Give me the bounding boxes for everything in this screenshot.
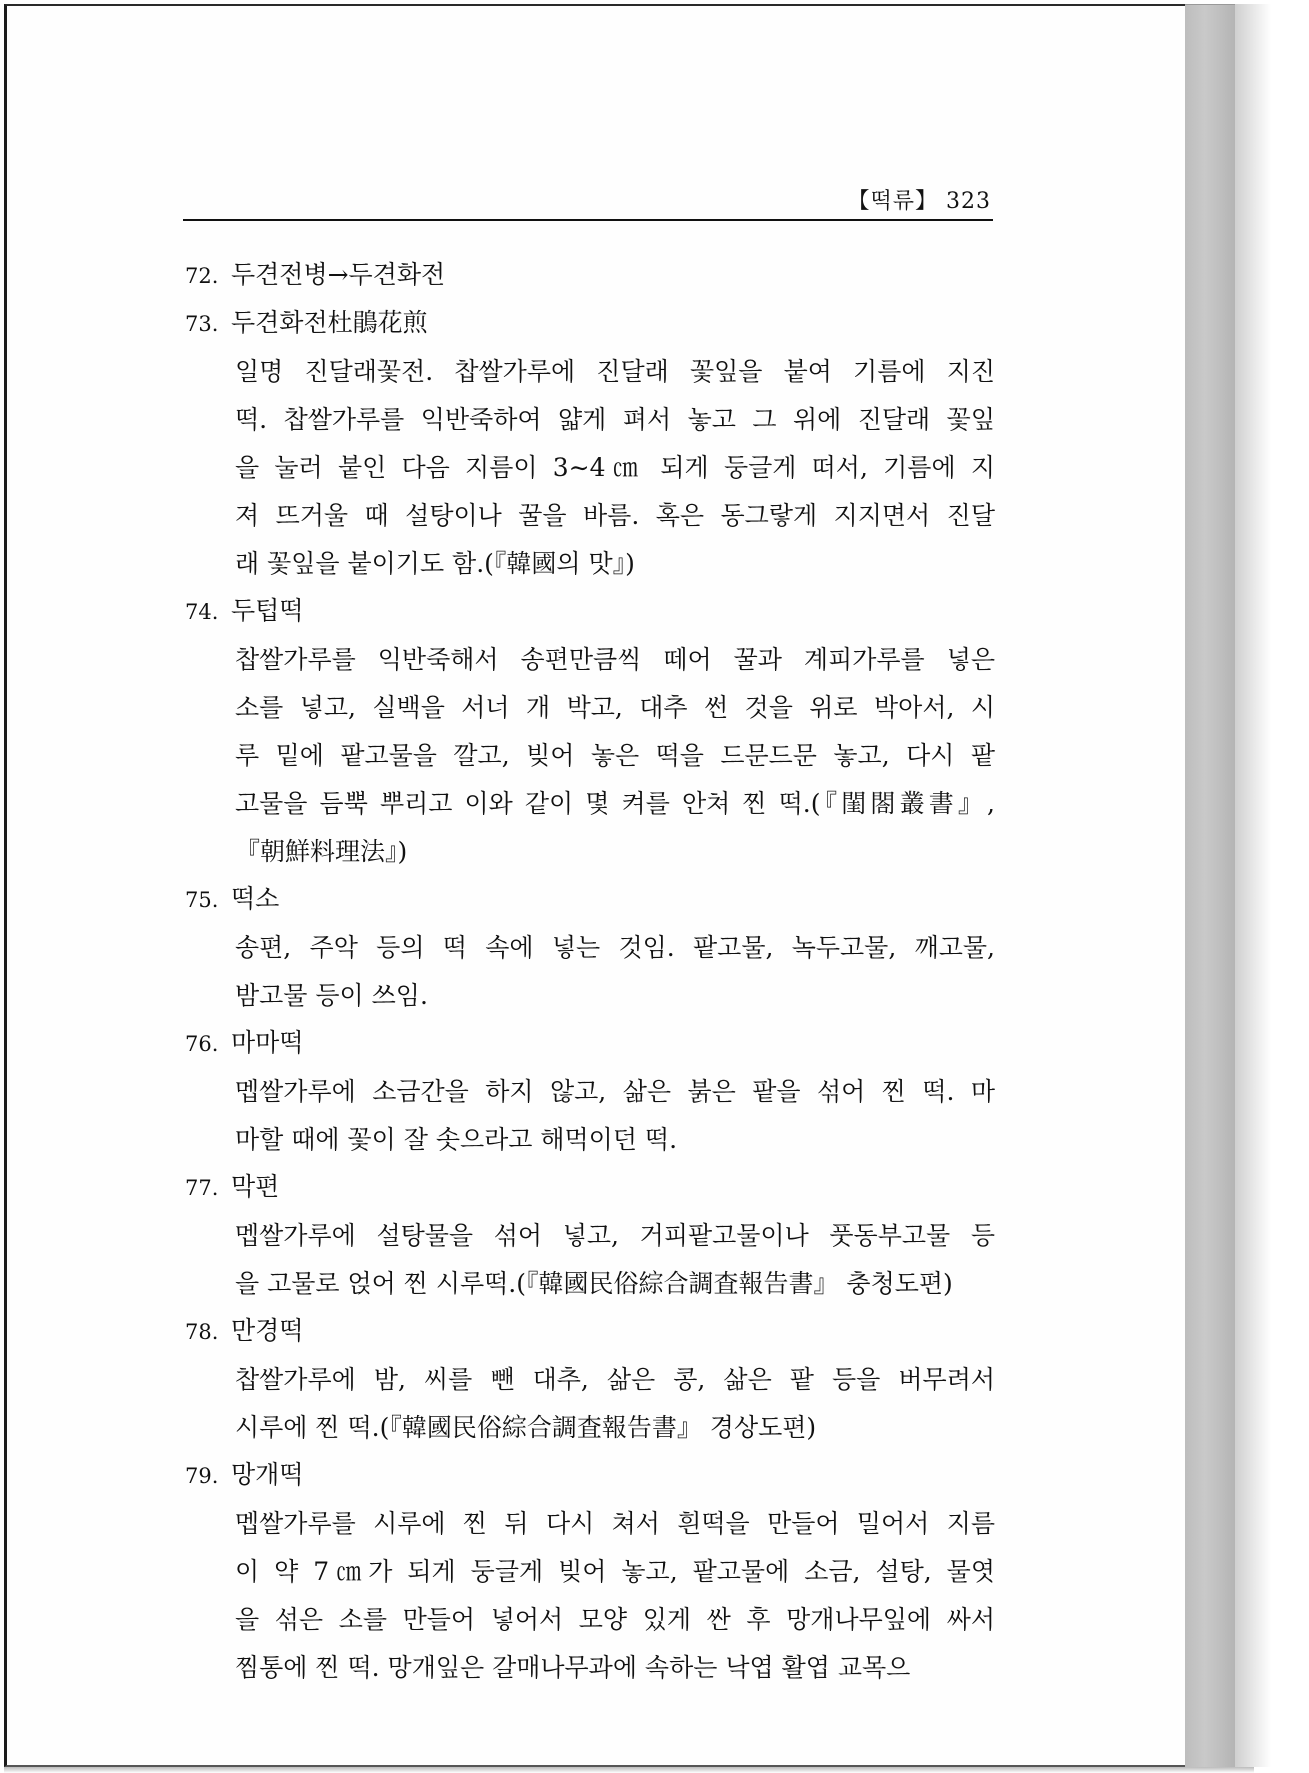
entry-title — [185, 594, 995, 636]
entry-body — [185, 1500, 995, 1692]
entry-heading: 떡소 — [231, 884, 280, 913]
book-edge — [1185, 4, 1236, 1768]
body-line: 래 꽃잎을 붙이기도 함.(『韓國의 맛』) — [235, 549, 635, 578]
entry — [185, 1314, 995, 1458]
running-header: 【떡류】 323 — [847, 189, 991, 214]
entry-heading: 만경떡 — [231, 1316, 304, 1345]
entry-heading: 두견전병→두견화전 — [231, 260, 446, 289]
header-rule — [183, 219, 993, 221]
entry — [185, 1170, 995, 1314]
body-line: 송편, 주악 등의 떡 속에 넣는 것임. 팥고물, 녹두고물, 깨고물, — [235, 933, 995, 962]
entry-heading: 망개떡 — [231, 1460, 304, 1489]
entry-number: 77. — [185, 1176, 219, 1200]
entry-body — [185, 1068, 995, 1164]
body-line: 을 섞은 소를 만들어 넣어서 모양 있게 싼 후 망개나무잎에 싸서 — [235, 1605, 995, 1634]
entry-number: 79. — [185, 1464, 219, 1488]
entry-body — [185, 636, 995, 876]
entry-title — [185, 258, 995, 300]
entry-body — [185, 924, 995, 1020]
entry-number: 74. — [185, 600, 219, 624]
body-line: 시루에 찐 떡.(『韓國民俗綜合調査報告書』 경상도편) — [235, 1413, 817, 1442]
body-line: 멥쌀가루를 시루에 찐 뒤 다시 쳐서 흰떡을 만들어 밀어서 지름 — [235, 1509, 995, 1538]
body-line: 을 눌러 붙인 다음 지름이 3∼4㎝ 되게 둥글게 떠서, 기름에 지 — [235, 453, 995, 482]
entry-title — [185, 1026, 995, 1068]
entry-number: 78. — [185, 1320, 219, 1344]
book-page — [4, 4, 1185, 1767]
entry — [185, 882, 995, 1026]
body-line: 찜통에 찐 떡. 망개잎은 갈매나무과에 속하는 낙엽 활엽 교목으 — [235, 1653, 911, 1682]
entry-body — [185, 1212, 995, 1308]
page-content — [185, 258, 995, 1698]
entry-heading: 두견화전杜鵑花煎 — [231, 308, 428, 337]
entry-title — [185, 306, 995, 348]
body-line: 찹쌀가루에 밤, 씨를 뺀 대추, 삶은 콩, 삶은 팥 등을 버무려서 — [235, 1365, 995, 1394]
entry-title — [185, 1458, 995, 1500]
entry-body — [185, 1356, 995, 1452]
entry — [185, 1026, 995, 1170]
body-line: 루 밑에 팥고물을 깔고, 빚어 놓은 떡을 드문드문 놓고, 다시 팥 — [235, 741, 995, 770]
body-line: 밤고물 등이 쓰임. — [235, 981, 428, 1010]
body-line: 멥쌀가루에 설탕물을 섞어 넣고, 거피팥고물이나 풋동부고물 등 — [235, 1221, 995, 1250]
body-line: 일명 진달래꽃전. 찹쌀가루에 진달래 꽃잎을 붙여 기름에 지진 — [235, 357, 995, 386]
entry-heading: 막편 — [231, 1172, 280, 1201]
entry — [185, 1458, 995, 1698]
body-line: 이 약 7㎝가 되게 둥글게 빚어 놓고, 팥고물에 소금, 설탕, 물엿 — [235, 1557, 995, 1586]
entry-heading: 마마떡 — [231, 1028, 304, 1057]
body-line: 고물을 듬뿍 뿌리고 이와 같이 몇 켜를 안쳐 찐 떡.(『閨閤叢書』, — [235, 789, 995, 818]
body-line: 마할 때에 꽃이 잘 솟으라고 해먹이던 떡. — [235, 1125, 678, 1154]
entry-body — [185, 348, 995, 588]
entry — [185, 258, 995, 306]
body-line: 을 고물로 얹어 찐 시루떡.(『韓國民俗綜合調査報告書』 충청도편) — [235, 1269, 953, 1298]
entry-title — [185, 1170, 995, 1212]
bottom-shadow — [4, 1767, 1254, 1773]
entry — [185, 306, 995, 594]
body-line: 소를 넣고, 실백을 서너 개 박고, 대추 썬 것을 위로 박아서, 시 — [235, 693, 995, 722]
entry-number: 75. — [185, 888, 219, 912]
entry-number: 76. — [185, 1032, 219, 1056]
entry-title — [185, 882, 995, 924]
edge-shadow — [1235, 4, 1271, 1767]
body-line: 멥쌀가루에 소금간을 하지 않고, 삶은 붉은 팥을 섞어 찐 떡. 마 — [235, 1077, 995, 1106]
entry-heading: 두텁떡 — [231, 596, 304, 625]
body-line: 『朝鮮料理法』) — [235, 837, 408, 866]
entry-number: 73. — [185, 312, 219, 336]
body-line: 져 뜨거울 때 설탕이나 꿀을 바름. 혹은 동그랗게 지지면서 진달 — [235, 501, 995, 530]
entry-title — [185, 1314, 995, 1356]
body-line: 찹쌀가루를 익반죽해서 송편만큼씩 떼어 꿀과 계피가루를 넣은 — [235, 645, 995, 674]
entry-number: 72. — [185, 264, 219, 288]
body-line: 떡. 찹쌀가루를 익반죽하여 얇게 펴서 놓고 그 위에 진달래 꽃잎 — [235, 405, 995, 434]
entry — [185, 594, 995, 882]
